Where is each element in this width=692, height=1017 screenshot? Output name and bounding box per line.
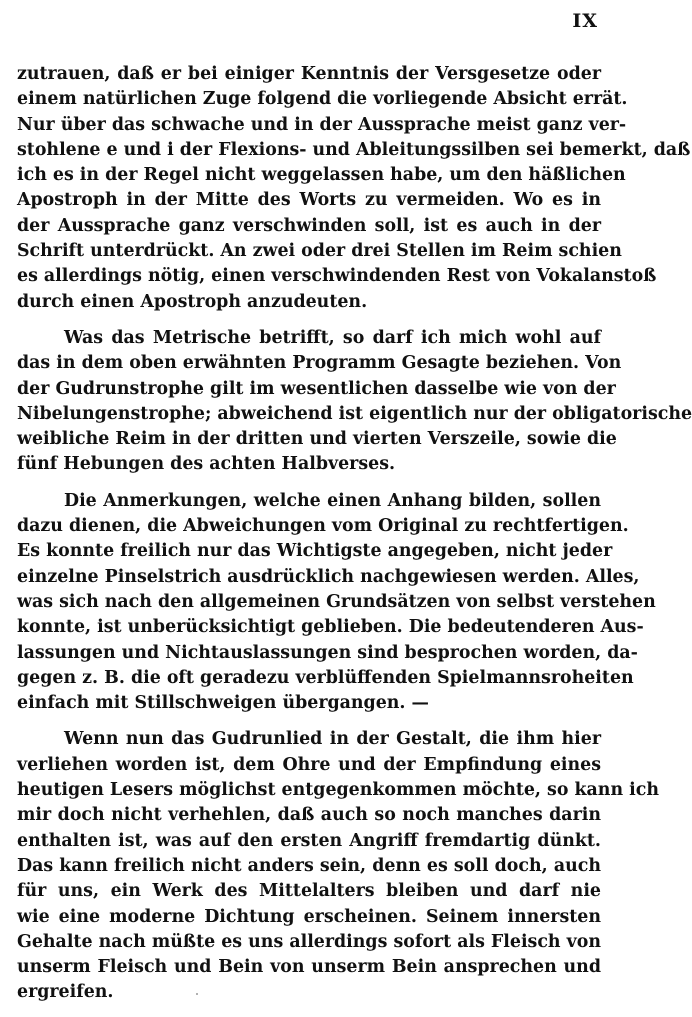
text-line: der Aussprache ganz verschwinden soll, ist es auch in der	[17, 215, 601, 236]
text-line: unserm Fleisch und Bein von unserm Bein ansprechen und	[17, 957, 601, 978]
paragraph-4	[17, 727, 659, 1005]
text-line: ich es in der Regel nicht weggelassen habe, um den häßlichen	[17, 165, 626, 186]
text-line: Es konnte freilich nur das Wichtigste angegeben, nicht jeder	[17, 541, 613, 562]
print-speck	[196, 993, 198, 995]
text-line: fünf Hebungen des achten Halbverses.	[17, 454, 396, 475]
text-line: ergreifen.	[17, 982, 114, 1003]
text-line: zutrauen, daß er bei einiger Kenntnis der Versgesetze oder	[17, 64, 601, 84]
text-line: für uns, ein Werk des Mittelalters bleiben und darf nie	[17, 881, 601, 902]
text-line: es allerdings nötig, einen verschwindenden Rest von Vokalanstoß	[17, 266, 657, 287]
text-line: durch einen Apostroph anzudeuten.	[17, 291, 368, 312]
text-line: mir doch nicht verhehlen, daß auch so noch manches darin	[17, 805, 601, 826]
text-line: einem natürlichen Zuge folgend die vorliegende Absicht errät.	[17, 89, 628, 110]
text-line: Gehalte nach müßte es uns allerdings sofort als Fleisch von	[17, 931, 601, 952]
text-line: Das kann freilich nicht anders sein, denn es soll doch, auch	[17, 855, 601, 876]
text-line: Die Anmerkungen, welche einen Anhang bilden, sollen	[64, 490, 601, 511]
text-line: was sich nach den allgemeinen Grundsätzen von selbst verstehen	[17, 591, 656, 612]
text-line: wie eine moderne Dichtung erscheinen. Seinem innersten	[17, 906, 601, 927]
text-line: lassungen und Nichtauslassungen sind besprochen worden, da-	[17, 642, 638, 663]
text-line: Was das Metrische betrifft, so darf ich mich wohl auf	[64, 327, 601, 348]
text-line: Nibelungenstrophe; abweichend ist eigentlich nur der obligatorische	[17, 403, 692, 424]
text-line: konnte, ist unberücksichtigt geblieben. Die bedeutenderen Aus-	[17, 617, 644, 638]
paragraph-1	[17, 62, 691, 315]
text-line: heutigen Lesers möglichst entgegenkommen möchte, so kann ich	[17, 780, 659, 801]
text-line: Nur über das schwache und in der Aussprache meist ganz ver-	[17, 114, 627, 135]
text-line: Wenn nun das Gudrunlied in der Gestalt, die ihm hier	[64, 729, 601, 750]
text-line: Apostroph in der Mitte des Worts zu vermeiden. Wo es in	[17, 190, 601, 211]
page-number: IX	[572, 10, 598, 32]
text-line: enthalten ist, was auf den ersten Angriff fremdartig dünkt.	[17, 830, 601, 851]
page-body	[17, 62, 692, 1017]
text-line: einzelne Pinselstrich ausdrücklich nachgewiesen werden. Alles,	[17, 566, 640, 587]
text-line: das in dem oben erwähnten Programm Gesagte beziehen. Von	[17, 353, 622, 374]
text-line: Schrift unterdrückt. An zwei oder drei Stellen im Reim schien	[17, 241, 622, 262]
text-line: weibliche Reim in der dritten und vierten Verszeile, sowie die	[17, 429, 617, 450]
text-line: stohlene e und i der Flexions- und Ableitungssilben sei bemerkt, daß	[17, 139, 691, 160]
text-line: gegen z. B. die oft geradezu verblüffenden Spielmannsroheiten	[17, 667, 634, 688]
text-line: verliehen worden ist, dem Ohre und der Empfindung eines	[17, 754, 601, 775]
paragraph-2	[17, 326, 692, 478]
text-line: dazu dienen, die Abweichungen vom Original zu rechtfertigen.	[17, 516, 629, 537]
text-line: der Gudrunstrophe gilt im wesentlichen dasselbe wie von der	[17, 378, 616, 399]
text-line: einfach mit Stillschweigen übergangen. —	[17, 693, 429, 714]
paragraph-3	[17, 489, 656, 717]
